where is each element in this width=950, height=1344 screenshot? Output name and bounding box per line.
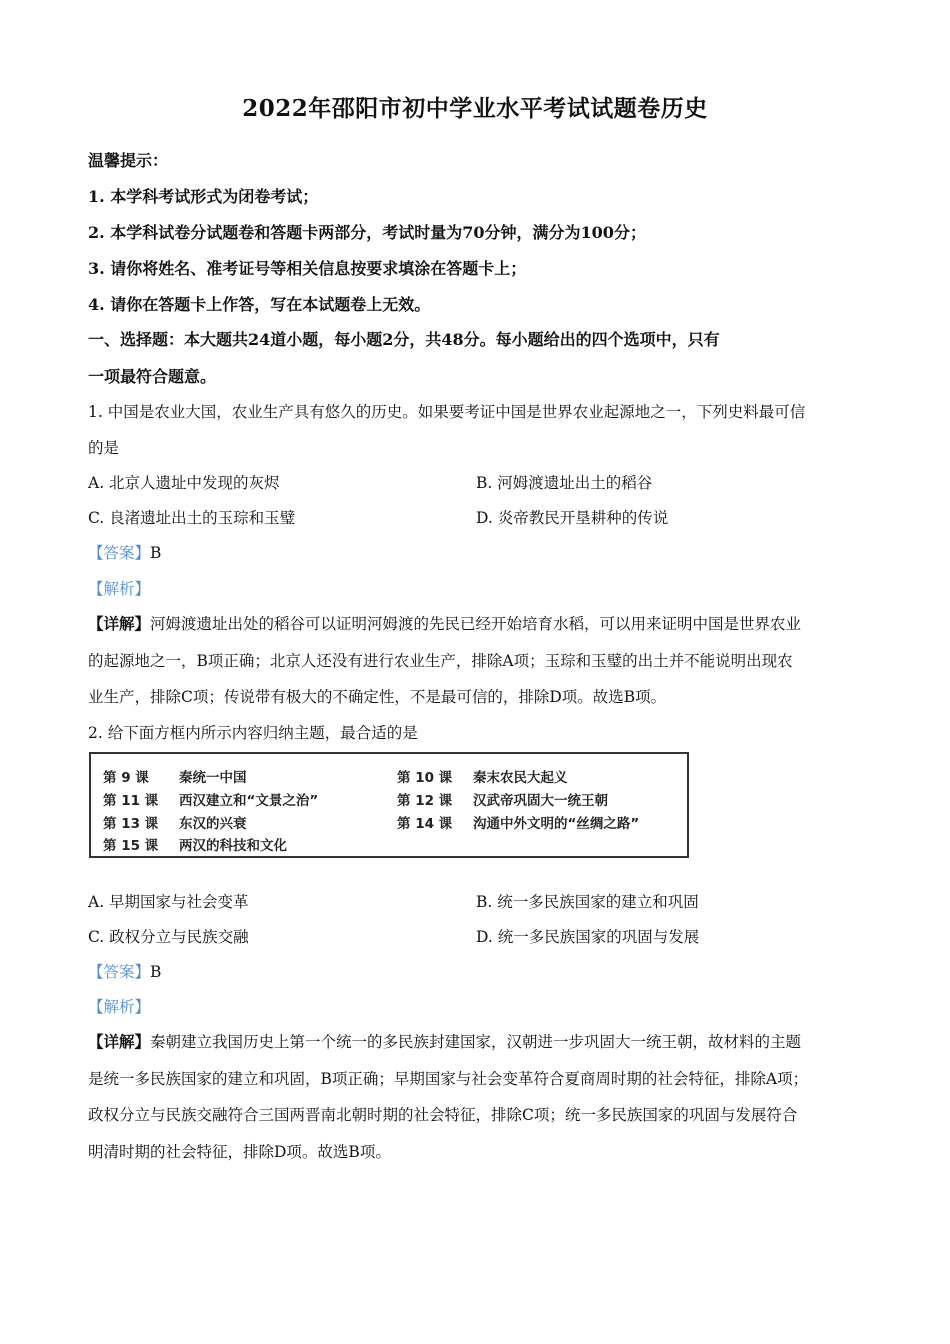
q2-answer-label: 【答案】: [88, 963, 151, 981]
lesson-number: 第 12 课: [397, 793, 453, 809]
q1-detail-label: 【详解】: [88, 614, 151, 633]
q1-option-a: A. 北京人遗址中发现的灰烬: [88, 474, 280, 492]
lesson-number: 第 15 课: [103, 838, 159, 854]
q1-stem-line2: 的是: [88, 439, 120, 457]
q1-answer-label: 【答案】: [88, 544, 151, 562]
notice-item-3: 3. 请你将姓名、准考证号等相关信息按要求填涂在答题卡上；: [88, 259, 527, 278]
lesson-number: 第 10 课: [397, 770, 453, 786]
q2-detail-line1: [88, 1030, 863, 1052]
lesson-number: 第 9 课: [103, 770, 149, 786]
lesson-title: 西汉建立和“文景之治”: [179, 793, 319, 809]
lesson-number: 第 11 课: [103, 793, 159, 809]
lesson-item: [103, 812, 247, 832]
lesson-item: [103, 766, 247, 786]
notice-item-2: 2. 本学科试卷分试题卷和答题卡两部分，考试时量为70分钟，满分为100分；: [88, 223, 646, 242]
q1-option-c: C. 良渚遗址出土的玉琮和玉璧: [88, 509, 296, 527]
q1-stem-line1: 1. 中国是农业大国，农业生产具有悠久的历史。如果要考证中国是世界农业起源地之一，下列史料最可信: [88, 403, 806, 421]
lesson-title: 汉武帝巩固大一统王朝: [473, 793, 608, 809]
q1-detail-line3: 业生产，排除C项；传说带有极大的不确定性，不是最可信的，排除D项。故选B项。: [88, 688, 667, 706]
q2-detail-line2: 是统一多民族国家的建立和巩固，B项正确；早期国家与社会变革符合夏商周时期的社会特征，排除A项；: [88, 1070, 809, 1088]
q2-detail-text-1: 秦朝建立我国历史上第一个统一的多民族封建国家，汉朝进一步巩固大一统王朝，故材料的主题: [150, 1033, 802, 1051]
q1-detail-line2: 的起源地之一，B项正确；北京人还没有进行农业生产，排除A项；玉琮和玉璧的出土并不能说明出现农: [88, 652, 793, 670]
q2-analysis: [88, 995, 863, 1017]
notice-heading: 温馨提示：: [88, 151, 169, 170]
q2-answer-value: B: [150, 963, 162, 981]
q1-analysis-label: 【解析】: [88, 580, 151, 598]
q2-detail-line4: 明清时期的社会特征，排除D项。故选B项。: [88, 1143, 391, 1161]
lesson-title: 秦末农民大起义: [473, 770, 568, 786]
q1-option-d: D. 炎帝教民开垦耕种的传说: [476, 509, 669, 527]
lesson-title: 沟通中外文明的“丝绸之路”: [473, 816, 640, 832]
q1-answer-value: B: [150, 544, 162, 562]
q2-stem: 2. 给下面方框内所示内容归纳主题，最合适的是: [88, 724, 418, 742]
page-title: 2022年邵阳市初中学业水平考试试题卷历史: [242, 95, 708, 122]
q1-detail-line1: [88, 612, 863, 634]
notice-item-4: 4. 请你在答题卡上作答，写在本试题卷上无效。: [88, 295, 431, 314]
lesson-number: 第 13 课: [103, 816, 159, 832]
lesson-item: [397, 766, 568, 786]
lesson-title: 东汉的兴衰: [179, 816, 247, 832]
lesson-item: [397, 789, 608, 809]
lesson-item: [103, 789, 318, 809]
section-heading-line2: 一项最符合题意。: [88, 367, 217, 386]
lesson-title: 秦统一中国: [179, 770, 247, 786]
lesson-title: 两汉的科技和文化: [179, 838, 287, 854]
lesson-number: 第 14 课: [397, 816, 453, 832]
q2-answer: [88, 960, 863, 982]
lesson-item: [103, 834, 287, 854]
q1-answer: [88, 541, 863, 563]
lesson-item: [397, 812, 639, 832]
q2-detail-label: 【详解】: [88, 1032, 151, 1051]
q1-option-b: B. 河姆渡遗址出土的稻谷: [476, 474, 653, 492]
q2-detail-line3: 政权分立与民族交融符合三国两晋南北朝时期的社会特征，排除C项；统一多民族国家的巩固与发展符合: [88, 1106, 798, 1124]
q1-detail-text-1: 河姆渡遗址出处的稻谷可以证明河姆渡的先民已经开始培育水稻，可以用来证明中国是世界农业: [150, 615, 802, 633]
section-heading-line1: 一、选择题：本大题共24道小题，每小题2分，共48分。每小题给出的四个选项中，只有: [88, 330, 720, 349]
q2-option-c: C. 政权分立与民族交融: [88, 928, 249, 946]
q2-option-a: A. 早期国家与社会变革: [88, 893, 249, 911]
q1-analysis: [88, 577, 863, 599]
q2-option-d: D. 统一多民族国家的巩固与发展: [476, 928, 700, 946]
q2-option-b: B. 统一多民族国家的建立和巩固: [476, 893, 699, 911]
notice-item-1: 1. 本学科考试形式为闭卷考试；: [88, 187, 319, 206]
lesson-box: [89, 752, 689, 858]
q2-analysis-label: 【解析】: [88, 998, 151, 1016]
